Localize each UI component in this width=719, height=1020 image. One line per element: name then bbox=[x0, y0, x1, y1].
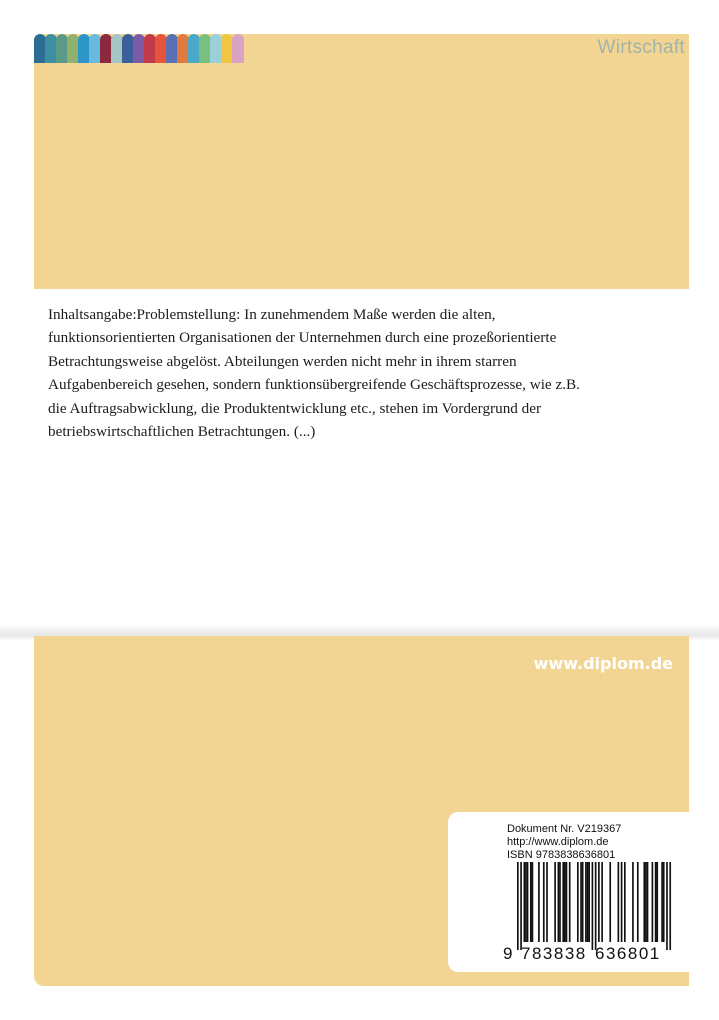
barcode-bar bbox=[601, 862, 603, 942]
barcode-bar bbox=[588, 862, 590, 942]
barcode-bar bbox=[585, 862, 587, 942]
barcode-bar bbox=[543, 862, 545, 942]
barcode-bar bbox=[582, 862, 584, 942]
barcode-bar bbox=[538, 862, 540, 942]
barcode-bar bbox=[564, 862, 566, 942]
barcode-bar bbox=[666, 862, 668, 950]
barcode-bar bbox=[592, 862, 594, 950]
color-stripe bbox=[232, 34, 244, 63]
barcode-bar bbox=[643, 862, 645, 942]
barcode-bar bbox=[595, 862, 597, 950]
barcode-bar bbox=[645, 862, 647, 942]
barcode-bar bbox=[525, 862, 527, 942]
barcode-bar bbox=[669, 862, 671, 950]
barcode-bar bbox=[577, 862, 579, 942]
document-number: Dokument Nr. V219367 bbox=[507, 823, 622, 835]
isbn-number: ISBN 9783838636801 bbox=[507, 849, 616, 861]
barcode-bar bbox=[647, 862, 649, 942]
document-url: http://www.diplom.de bbox=[507, 836, 609, 848]
barcode-bar bbox=[566, 862, 568, 942]
barcode-bar bbox=[632, 862, 634, 942]
abstract-line: betriebswirtschaftlichen Betrachtungen. (...) bbox=[48, 423, 316, 441]
barcode-bar bbox=[558, 862, 560, 942]
abstract-line: die Auftragsabwicklung, die Produktentwicklung etc., stehen im Vordergrund der bbox=[48, 399, 542, 417]
barcode-bar bbox=[580, 862, 582, 942]
barcode bbox=[503, 862, 675, 950]
barcode-bar bbox=[562, 862, 564, 942]
barcode-bar bbox=[652, 862, 654, 942]
barcode-bar bbox=[609, 862, 611, 942]
barcode-digit-group-right: 636801 bbox=[595, 944, 661, 963]
abstract-text bbox=[48, 303, 678, 443]
abstract-line: Betrachtungsweise abgelöst. Abteilungen werden nicht mehr in ihrem starren bbox=[48, 352, 517, 370]
barcode-bar bbox=[569, 862, 571, 942]
barcode-bar bbox=[587, 862, 589, 942]
barcode-bar bbox=[527, 862, 529, 942]
category-label: Wirtschaft bbox=[597, 37, 685, 58]
document-info bbox=[507, 823, 621, 862]
barcode-digit-group-left: 783838 bbox=[521, 944, 587, 963]
barcode-bar bbox=[618, 862, 620, 942]
publisher-website: www.diplom.de bbox=[533, 654, 673, 673]
abstract-line: Aufgabenbereich gesehen, sondern funktionsübergreifende Geschäftsprozesse, wie z.B. bbox=[48, 376, 580, 394]
barcode-bar bbox=[655, 862, 657, 942]
barcode-bar bbox=[637, 862, 639, 942]
barcode-bar bbox=[546, 862, 548, 942]
barcode-bar bbox=[554, 862, 556, 942]
barcode-bar bbox=[532, 862, 534, 942]
barcode-bar bbox=[517, 862, 519, 950]
barcode-bar bbox=[621, 862, 623, 942]
color-stripes bbox=[34, 34, 243, 63]
barcode-bar bbox=[559, 862, 561, 942]
barcode-first-digit: 9 bbox=[503, 944, 513, 963]
abstract-line: funktionsorientierten Organisationen der Unternehmen durch eine prozeßorientierte bbox=[48, 329, 557, 347]
top-cover-panel bbox=[34, 34, 689, 289]
barcode-bar bbox=[624, 862, 626, 942]
barcode-bar bbox=[663, 862, 665, 942]
barcode-bar bbox=[656, 862, 658, 942]
barcode-bar bbox=[530, 862, 532, 942]
abstract-line: Inhaltsangabe:Problemstellung: In zunehmendem Maße werden die alten, bbox=[48, 306, 496, 323]
barcode-bar bbox=[661, 862, 663, 942]
barcode-bar bbox=[598, 862, 600, 942]
barcode-bar bbox=[523, 862, 525, 942]
barcode-bar bbox=[520, 862, 522, 950]
